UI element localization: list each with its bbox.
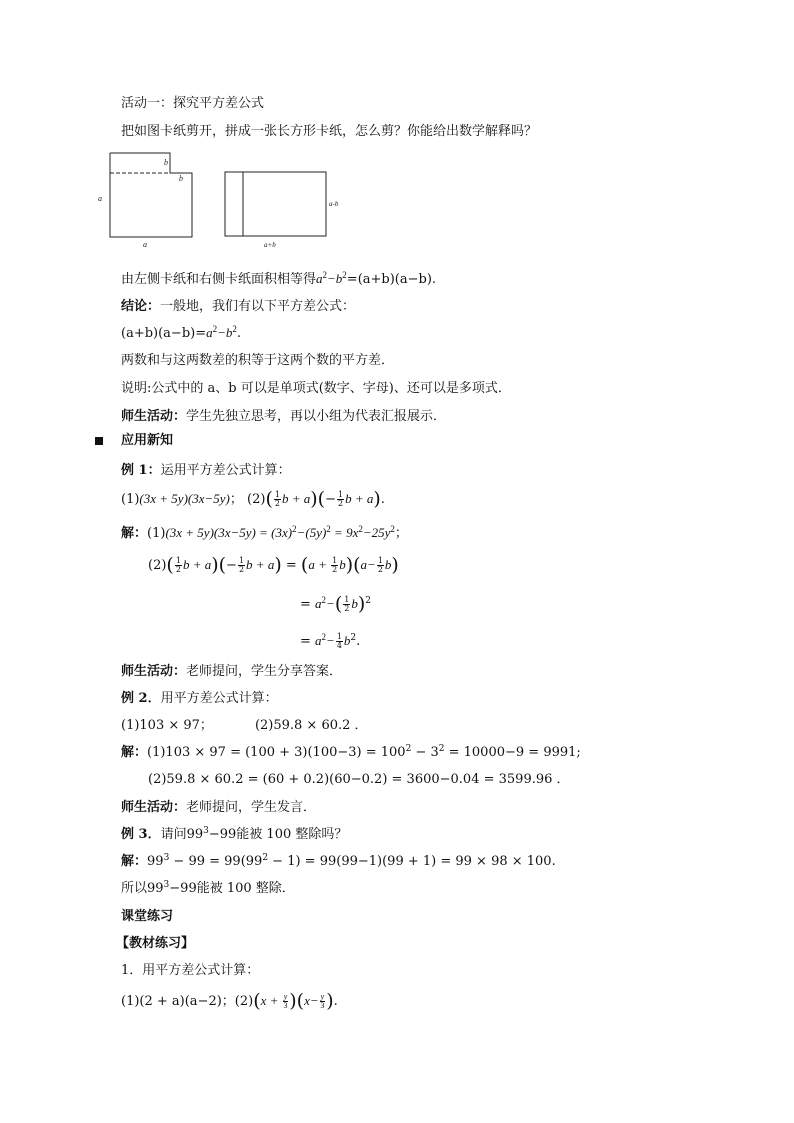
example1-solution-step2: = $a^2-$( $\frac{1}{2}$ b)$^2$ bbox=[300, 593, 371, 615]
practice-q1-part1: (1)(2 + a)(a−2)； bbox=[121, 994, 235, 1009]
example3-conc-pre: 所以99 bbox=[121, 881, 164, 896]
example1-solution-2: (2)( $\frac{1}{2}$ b + a)(− $\frac{1}{2}$ b + a) = (a + $\frac{1}{2}$ b)(a− $\frac{1}{2}$ b) bbox=[148, 554, 399, 576]
example2-title bbox=[121, 690, 278, 708]
example3-title: 例 3．请问$99^3-99$能被 100 整除吗？ bbox=[121, 826, 348, 842]
conclusion-label: 结论： bbox=[121, 299, 161, 314]
example3-sol-a: − 99 = 99(99 bbox=[169, 854, 263, 869]
example1-title bbox=[121, 462, 291, 480]
label-a-side: a bbox=[98, 194, 102, 203]
example3-q-mid: −99能被 100 整除吗？ bbox=[208, 827, 348, 842]
solution-label: 解： bbox=[121, 526, 148, 541]
activity2-label: 师生活动： bbox=[121, 664, 187, 679]
activity-question: 把如图卡纸剪开，拼成一张长方形卡纸，怎么剪？你能给出数学解释吗？ bbox=[121, 124, 538, 139]
activity2-line bbox=[121, 663, 342, 681]
example1-solution-step3: = $a^2-$ $\frac{1}{4}$ $b^2$. bbox=[300, 632, 361, 650]
example3-conc-mid: −99能被 100 整除． bbox=[169, 881, 295, 896]
example3-sol-b: − 1) = 99(99−1)(99 + 1) = 99 × 98 × 100. bbox=[268, 854, 556, 869]
conclusion-text: 一般地，我们有以下平方差公式： bbox=[160, 299, 356, 314]
area-rhs: =(a+b)(a−b). bbox=[346, 272, 437, 287]
section-apply-title: 应用新知 bbox=[121, 433, 174, 448]
label-a-minus-b: a-b bbox=[329, 200, 339, 208]
practice-title: 课堂练习 bbox=[121, 909, 174, 924]
area-equation-line: 由左侧卡纸和右侧卡纸面积相等得$a^2-b^2=(a+b)(a-b)$. bbox=[121, 270, 437, 287]
example1-label: 例 1： bbox=[121, 463, 161, 478]
activity1-text: 学生先独立思考，再以小组为代表汇报展示． bbox=[186, 409, 447, 424]
practice-question-1: 1．用平方差公式计算： bbox=[121, 963, 260, 978]
activity2-text: 老师提问，学生分享答案． bbox=[186, 664, 343, 679]
example2-sol1-b: − 3 bbox=[411, 745, 439, 760]
example3-label: 例 3． bbox=[121, 827, 161, 842]
section-bullet-icon bbox=[95, 437, 103, 445]
note-line: 说明:公式中的 a、b 可以是单项式(数字、字母)、还可以是多项式． bbox=[121, 381, 511, 396]
example2-solution-2: (2)59.8 × 60.2 = (60 + 0.2)(60−0.2) = 3600−0.04 = 3599.96 ． bbox=[148, 772, 570, 787]
practice-q1-part2: (2) bbox=[234, 994, 254, 1009]
example3-solution: 解：$99^3 - 99 = 99(99^2 - 1) = 99(99-1)(99 + 1) = 99 \times 98 \times 100$. bbox=[121, 853, 556, 869]
example2-sol1-c: = 10000−9 = 9991; bbox=[444, 745, 581, 760]
activity1-line bbox=[121, 408, 446, 426]
right-card-outline bbox=[225, 172, 326, 236]
example3-q-pre: 请问99 bbox=[160, 827, 204, 842]
formula-line: $(a+b)(a-b)=a^2-b^2$. bbox=[121, 324, 242, 341]
textbook-practice-title: 【教材练习】 bbox=[116, 936, 195, 951]
area-lead: 由左侧卡纸和右侧卡纸面积相等得 bbox=[121, 272, 317, 287]
example2-text: 用平方差公式计算： bbox=[160, 691, 278, 706]
example2-part2: (2)59.8 × 60.2 ． bbox=[254, 718, 368, 733]
example1-solution-1: 解：$(1)(3x + 5y)(3x-5y) = (3x)^2-(5y)^2 = 9x^2-25y^2$； bbox=[121, 524, 408, 541]
left-card-outline bbox=[110, 153, 192, 237]
activity1-label: 师生活动： bbox=[121, 409, 187, 424]
example1-problems: (1)(3x + 5y)(3x−5y)； (2)( $\frac{1}{2}$ b + a)(− $\frac{1}{2}$ b + a). bbox=[121, 488, 385, 510]
solution-label-3: 解： bbox=[121, 854, 148, 869]
example2-sol1-a: (1)103 × 97 = (100 + 3)(100−3) = 100 bbox=[147, 745, 406, 760]
label-a-plus-b: a+b bbox=[264, 241, 276, 249]
example1-text: 运用平方差公式计算： bbox=[160, 463, 291, 478]
formula-lhs: (a+b)(a−b)= bbox=[121, 326, 207, 341]
solution-label-2: 解： bbox=[121, 745, 148, 760]
example2-solution-1: 解：$(1)103 \times 97 = (100 + 3)(100-3) = 100^2 - 3^2 = 10000-9 = 9991$; bbox=[121, 744, 581, 760]
activity3-line bbox=[121, 799, 316, 817]
practice-question-1-parts: (1)(2 + a)(a−2)；(2)(x + $\frac{y}{3}$ )(x− $\frac{y}{3}$ ). bbox=[121, 990, 338, 1012]
label-b-right: b bbox=[179, 174, 183, 183]
label-b-top: b bbox=[164, 158, 168, 167]
activity3-label: 师生活动： bbox=[121, 800, 187, 815]
cut-paper-figure bbox=[92, 148, 354, 252]
conclusion-line bbox=[121, 298, 355, 316]
example3-conclusion: 所以$99^3-99$能被 100 整除． bbox=[121, 880, 295, 896]
example2-part1: (1)103 × 97； bbox=[121, 718, 213, 733]
activity-title: 活动一：探究平方差公式 bbox=[121, 96, 265, 111]
activity3-text: 老师提问，学生发言． bbox=[186, 800, 317, 815]
label-a-bottom: a bbox=[143, 240, 147, 249]
statement-line: 两数和与这两数差的积等于这两个数的平方差． bbox=[121, 353, 395, 368]
example2-problems bbox=[121, 717, 368, 735]
example2-label: 例 2． bbox=[121, 691, 161, 706]
